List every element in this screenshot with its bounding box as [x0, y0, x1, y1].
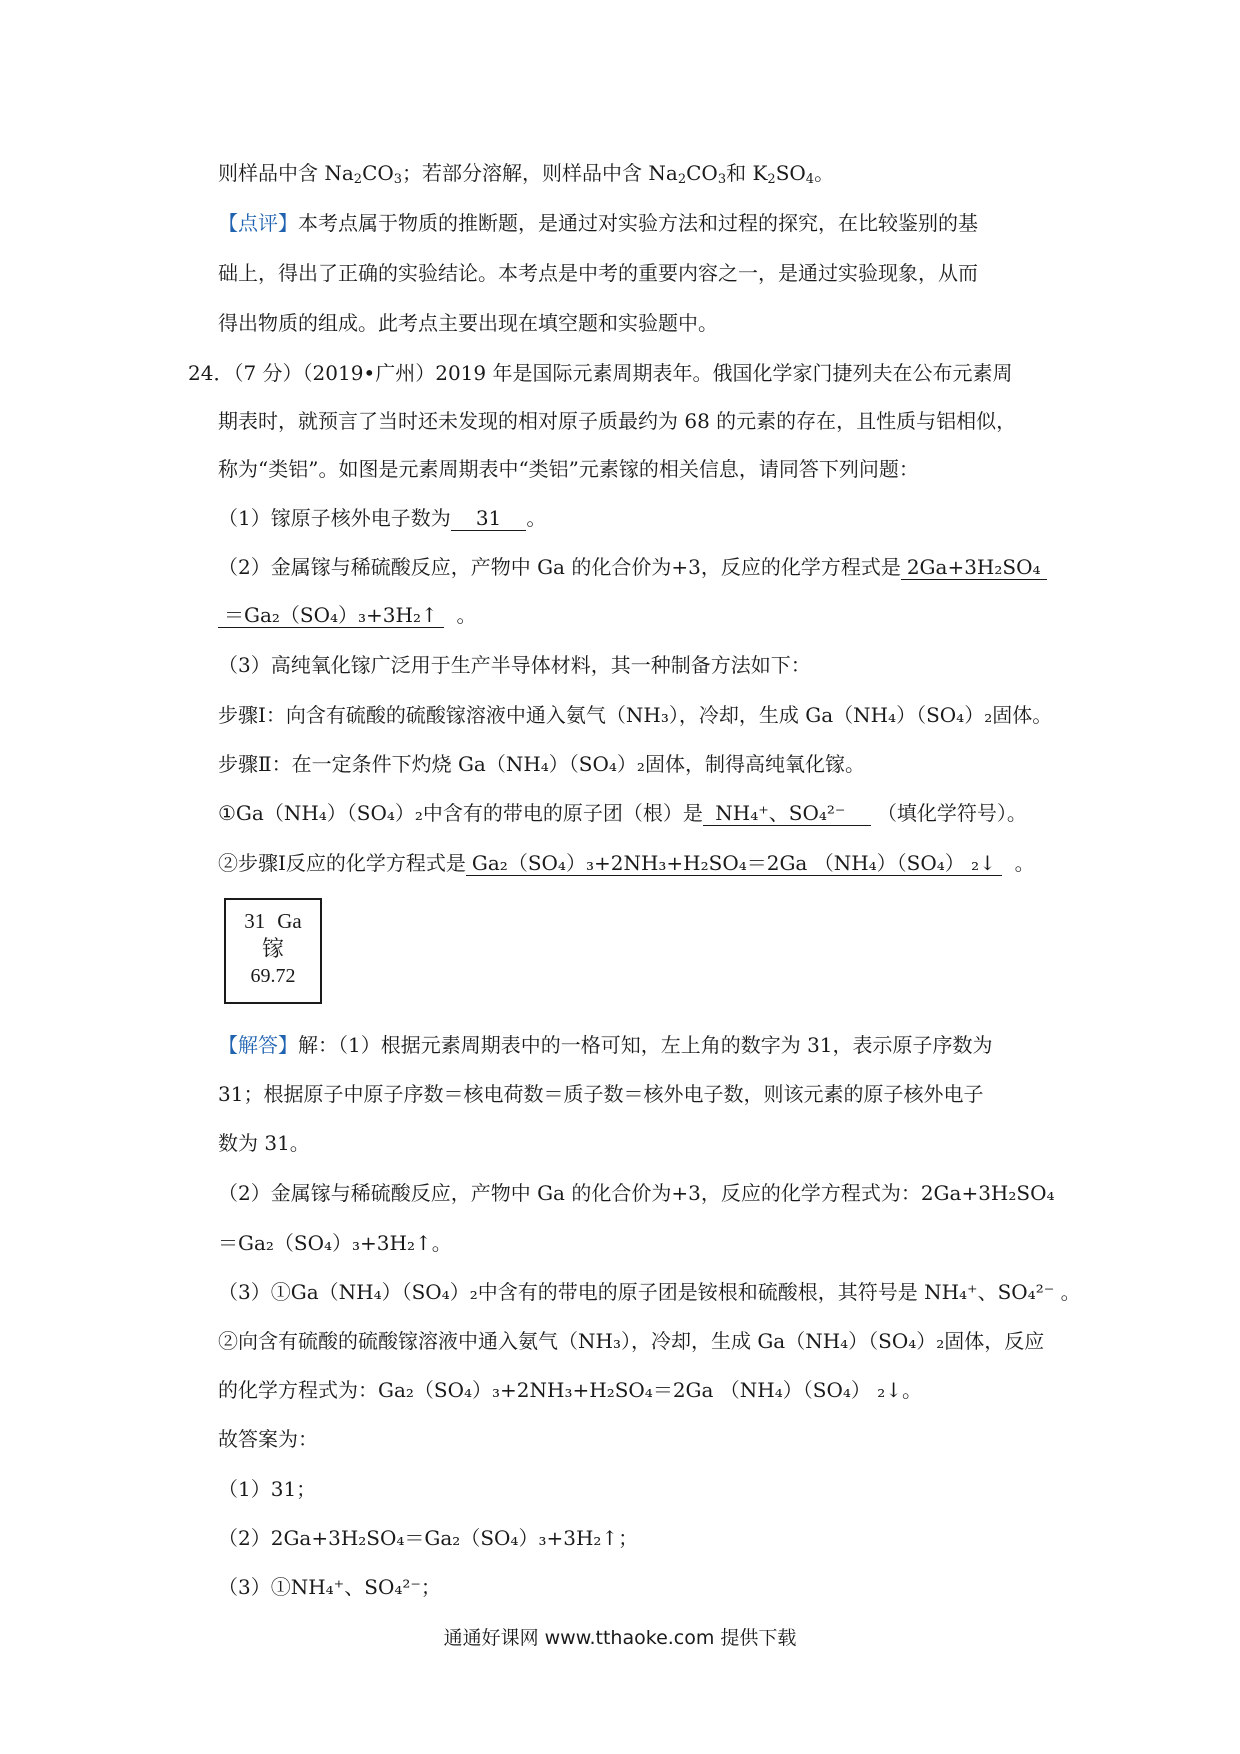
question-line-2: 期表时，就预言了当时还未发现的相对原子质最约为 68 的元素的存在，且性质与铝相似， — [218, 409, 1017, 433]
answer-line-12: （3）①NH₄⁺、SO₄²⁻； — [218, 1575, 441, 1599]
step-2: 步骤Ⅱ：在一定条件下灼烧 Ga（NH₄）（SO₄）₂固体，制得高纯氧化镓。 — [218, 752, 865, 776]
answer-line-8: 的化学方程式为：Ga₂（SO₄）₃+2NH₃+H₂SO₄＝2Ga （NH₄）（SO₄） ₂↓。 — [218, 1378, 923, 1402]
question-part-2: （2）金属镓与稀硫酸反应，产物中 Ga 的化合价为+3，反应的化学方程式是 2Ga+3H₂SO₄ — [218, 552, 1047, 582]
answer-blank-4: Ga₂（SO₄）₃+2NH₃+H₂SO₄＝2Ga （NH₄）（SO₄） ₂↓ — [466, 851, 1002, 876]
answer-blank-1: 31 — [451, 506, 527, 531]
answer-line-3: 数为 31。 — [218, 1131, 310, 1155]
element-name: 镓 — [261, 936, 284, 961]
answer-blank-3: NH₄⁺、SO₄²⁻ — [703, 801, 871, 826]
question-part-2-cont: ＝Ga₂（SO₄）₃+3H₂↑ 。 — [218, 600, 476, 630]
atomic-number: 31 — [244, 909, 266, 933]
answer-line-7: ②向含有硫酸的硫酸镓溶液中通入氨气（NH₃），冷却，生成 Ga（NH₄）（SO₄）₂固体，反应 — [218, 1329, 1045, 1353]
atomic-mass: 69.72 — [250, 965, 296, 987]
answer-line-11: （2）2Ga+3H₂SO₄＝Ga₂（SO₄）₃+3H₂↑； — [218, 1526, 639, 1550]
answer-line-4: （2）金属镓与稀硫酸反应，产物中 Ga 的化合价为+3，反应的化学方程式为：2Ga+3H₂SO₄ — [218, 1181, 1055, 1205]
step-1: 步骤Ⅰ：向含有硫酸的硫酸镓溶液中通入氨气（NH₃），冷却，生成 Ga（NH₄）（SO₄）₂固体。 — [218, 703, 1053, 727]
prev-answer-tail: 则样品中含 $Na_2CO_3$；若部分溶解，则样品中含 $Na_2CO_3$和 $K_2SO_4$。 — [218, 161, 835, 187]
answer-blank-2b: ＝Ga₂（SO₄）₃+3H₂↑ — [218, 603, 444, 628]
answer-line-6: （3）①Ga（NH₄）（SO₄）₂中含有的带电的原子团是铵根和硫酸根，其符号是 NH₄⁺、SO₄²⁻ 。 — [218, 1280, 1081, 1304]
question-part-1: （1）镓原子核外电子数为 31 。 — [218, 506, 547, 530]
page-footer: 通通好课网 www.tthaoke.com 提供下载 — [443, 1627, 797, 1649]
answer-line-5: ＝Ga₂（SO₄）₃+3H₂↑。 — [218, 1231, 452, 1255]
answer-line-9: 故答案为： — [218, 1427, 318, 1451]
review-line-2: 础上，得出了正确的实验结论。本考点是中考的重要内容之一，是通过实验现象，从而 — [218, 261, 978, 285]
answer-line-2: 31；根据原子中原子序数＝核电荷数＝质子数＝核外电子数，则该元素的原子核外电子 — [218, 1082, 984, 1106]
sub-question-1: ①Ga（NH₄）（SO₄）₂中含有的带电的原子团（根）是 NH₄⁺、SO₄²⁻ （填化学符号）。 — [218, 801, 1027, 825]
answer-blank-2a: 2Ga+3H₂SO₄ — [901, 555, 1047, 580]
question-part-3: （3）高纯氧化镓广泛用于生产半导体材料，其一种制备方法如下： — [218, 653, 811, 677]
answer-line-1: 【解答】解：（1）根据元素周期表中的一格可知，左上角的数字为 31，表示原子序数为 — [218, 1033, 993, 1057]
element-symbol: Ga — [277, 909, 302, 933]
review-line-1: 【点评】本考点属于物质的推断题，是通过对实验方法和过程的探究，在比较鉴别的基 — [218, 211, 978, 235]
review-tag: 【点评】 — [218, 211, 298, 235]
answer-line-10: （1）31； — [218, 1477, 317, 1501]
answer-tag: 【解答】 — [218, 1033, 298, 1057]
review-line-3: 得出物质的组成。此考点主要出现在填空题和实验题中。 — [218, 311, 718, 335]
sub-question-2: ②步骤Ⅰ反应的化学方程式是 Ga₂（SO₄）₃+2NH₃+H₂SO₄＝2Ga （NH₄）（SO₄） ₂↓ 。 — [218, 851, 1035, 875]
periodic-table-cell — [224, 898, 322, 1004]
question-line-3: 称为“类铝”。如图是元素周期表中“类铝”元素镓的相关信息，请同答下列问题： — [218, 457, 919, 481]
question-heading: 24．（7 分）（2019•广州）2019 年是国际元素周期表年。俄国化学家门捷列夫在公布元素周 — [188, 361, 1013, 385]
